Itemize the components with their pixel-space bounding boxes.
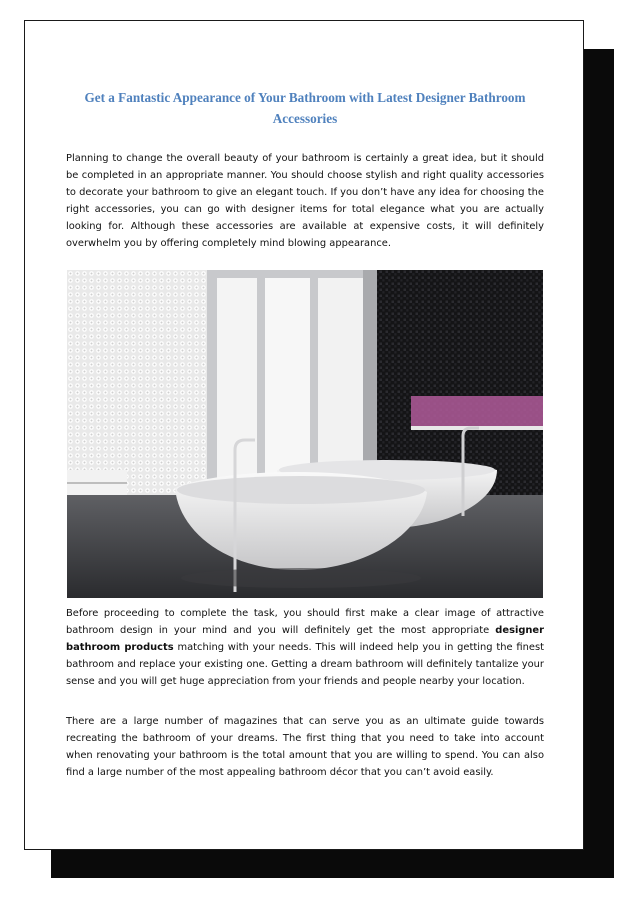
- paragraph-text: Before proceeding to complete the task, you should first make a clear image of attractive bathroom design in your mind and you will definitely get the most appropriate: [66, 608, 544, 637]
- designer-products-link[interactable]: designer bathroom products: [66, 625, 544, 654]
- bathroom-photo: [67, 270, 543, 598]
- paragraph-designer: [66, 605, 544, 690]
- paragraph-text: matching with your needs. This will indeed help you in getting the finest bathroom and replace your existing one. Getting a dream bathroom will definitely tantalize your sense and you will get huge appreciation from your friends and people nearby your location.: [66, 642, 544, 688]
- document-title: Get a Fantastic Appearance of Your Bathroom with Latest Designer Bathroom Accessories: [84, 90, 526, 126]
- paragraph-magazines: There are a large number of magazines that can serve you as an ultimate guide towards recreating the bathroom of your dreams. The first thing that you need to take into account when renovating your bathroom is the total amount that you are willing to spend. You can also find a large number of the most appealing bathroom décor that you can’t avoid easily.: [66, 716, 544, 779]
- paragraph-intro: Planning to change the overall beauty of your bathroom is certainly a great idea, but it should be completed in an appropriate manner. You should choose stylish and right quality accessories to decorate your bathroom to give an elegant touch. If you don’t have any idea for choosing the right accessories, you can go with designer items for total elegance what you are actually looking for. Although these accessories are available at expensive costs, it will definitely overwhelm you by offering completely mind blowing appearance.: [66, 153, 544, 250]
